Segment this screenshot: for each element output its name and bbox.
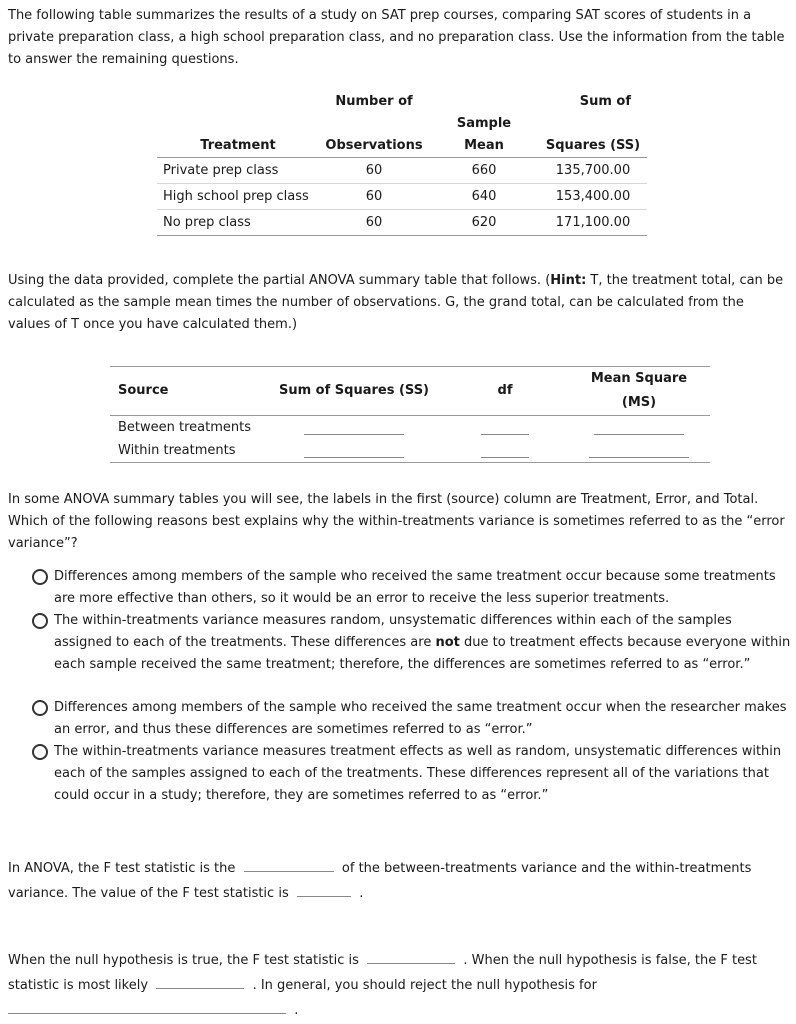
- ss-cell: 171,100.00: [539, 210, 647, 236]
- anova-instructions: Using the data provided, complete the partial ANOVA summary table that follows. (Hint: T, the treatment total, can be calculated as the sample mean times the number of observations. G, the grand total, can be calculated from the values of T once you have calculated them.): [8, 273, 784, 332]
- between-ss-input[interactable]: [304, 420, 404, 435]
- option-text: Differences among members of the sample who received the same treatment occur when the researcher makes an error, and thus these differences are sometimes referred to as “error.”: [54, 700, 787, 737]
- df-column-header: df: [442, 367, 568, 416]
- null-true-dropdown[interactable]: [367, 947, 455, 964]
- table-row: [110, 439, 710, 463]
- between-df-input[interactable]: [481, 420, 529, 435]
- observations-cell: 60: [319, 210, 429, 236]
- observations-cell: 60: [319, 184, 429, 210]
- ss-header: Squares (SS): [539, 113, 647, 158]
- option-2[interactable]: [32, 610, 792, 698]
- sample-mean-cell: 640: [429, 184, 539, 210]
- within-ms-input[interactable]: [589, 443, 689, 458]
- option-4[interactable]: [32, 741, 792, 807]
- source-cell: Within treatments: [110, 439, 266, 463]
- f-value-input[interactable]: [297, 880, 351, 897]
- sample-mean-cell: 620: [429, 210, 539, 236]
- anova-summary-table: [110, 366, 710, 463]
- study-results-table: [157, 91, 647, 236]
- ss-header-top: Sum of: [579, 94, 631, 109]
- ss-cell: 153,400.00: [539, 184, 647, 210]
- sample-mean-header: Sample Mean: [429, 113, 539, 158]
- treatment-cell: High school prep class: [157, 184, 319, 210]
- source-header: Source: [110, 367, 266, 416]
- option-1[interactable]: [32, 566, 792, 610]
- treatment-cell: Private prep class: [157, 158, 319, 184]
- ms-column-header: Mean Square (MS): [568, 367, 710, 416]
- sample-mean-cell: 660: [429, 158, 539, 184]
- table-row: [157, 158, 647, 184]
- option-3[interactable]: [32, 697, 792, 741]
- radio-button[interactable]: [32, 613, 48, 629]
- table-row: [157, 184, 647, 210]
- f-test-question: In ANOVA, the F test statistic is the of the between-treatments variance and the within-treatments variance. The value of the F test statistic is .: [8, 855, 788, 905]
- ss-column-header: Sum of Squares (SS): [266, 367, 442, 416]
- reject-rule-dropdown[interactable]: [8, 997, 286, 1014]
- observations-cell: 60: [319, 158, 429, 184]
- error-variance-question: In some ANOVA summary tables you will see, the labels in the first (source) column are Treatment, Error, and Total. Which of the following reasons best explains why the within-treatments variance is sometimes referred to as the “error variance”?: [8, 492, 785, 551]
- radio-button[interactable]: [32, 569, 48, 585]
- treatment-header: Treatment: [157, 113, 319, 158]
- observations-header: Observations: [319, 113, 429, 158]
- intro-paragraph: The following table summarizes the results of a study on SAT prep courses, comparing SAT scores of students in a private preparation class, a high school preparation class, and no preparation class. Use the information from the table to answer the remaining questions.: [8, 8, 785, 67]
- hint-label: Hint:: [550, 273, 587, 288]
- between-ms-input[interactable]: [594, 420, 684, 435]
- observations-header-top: Number of: [335, 94, 413, 109]
- source-cell: Between treatments: [118, 420, 252, 435]
- table-row: [110, 416, 710, 440]
- treatment-cell: No prep class: [157, 210, 319, 236]
- ss-cell: 135,700.00: [539, 158, 647, 184]
- within-df-input[interactable]: [481, 443, 529, 458]
- option-text: Differences among members of the sample who received the same treatment occur because some treatments are more effective than others, so it would be an error to receive the less superior treatments.: [54, 569, 776, 606]
- radio-button[interactable]: [32, 700, 48, 716]
- within-ss-input[interactable]: [304, 443, 404, 458]
- null-hypothesis-question: When the null hypothesis is true, the F test statistic is . When the null hypothesis is false, the F test statistic is most likely . In general, you should reject the null hypothesis for .: [8, 947, 788, 1022]
- f-definition-dropdown[interactable]: [244, 855, 334, 872]
- table-row: [157, 210, 647, 236]
- null-false-dropdown[interactable]: [156, 972, 244, 989]
- radio-button[interactable]: [32, 744, 48, 760]
- option-text: The within-treatments variance measures treatment effects as well as random, unsystematic differences within each of the samples assigned to each of the treatments. These differences represent all of the variations that could occur in a study; therefore, they are sometimes referred to as “error.”: [54, 744, 782, 803]
- option-text: The within-treatments variance measures random, unsystematic differences within each of the samples assigned to each of the treatments. These differences are not due to treatment effects because everyone within each sample received the same treatment; therefore, the differences are sometimes referred to as “error.”: [54, 613, 791, 672]
